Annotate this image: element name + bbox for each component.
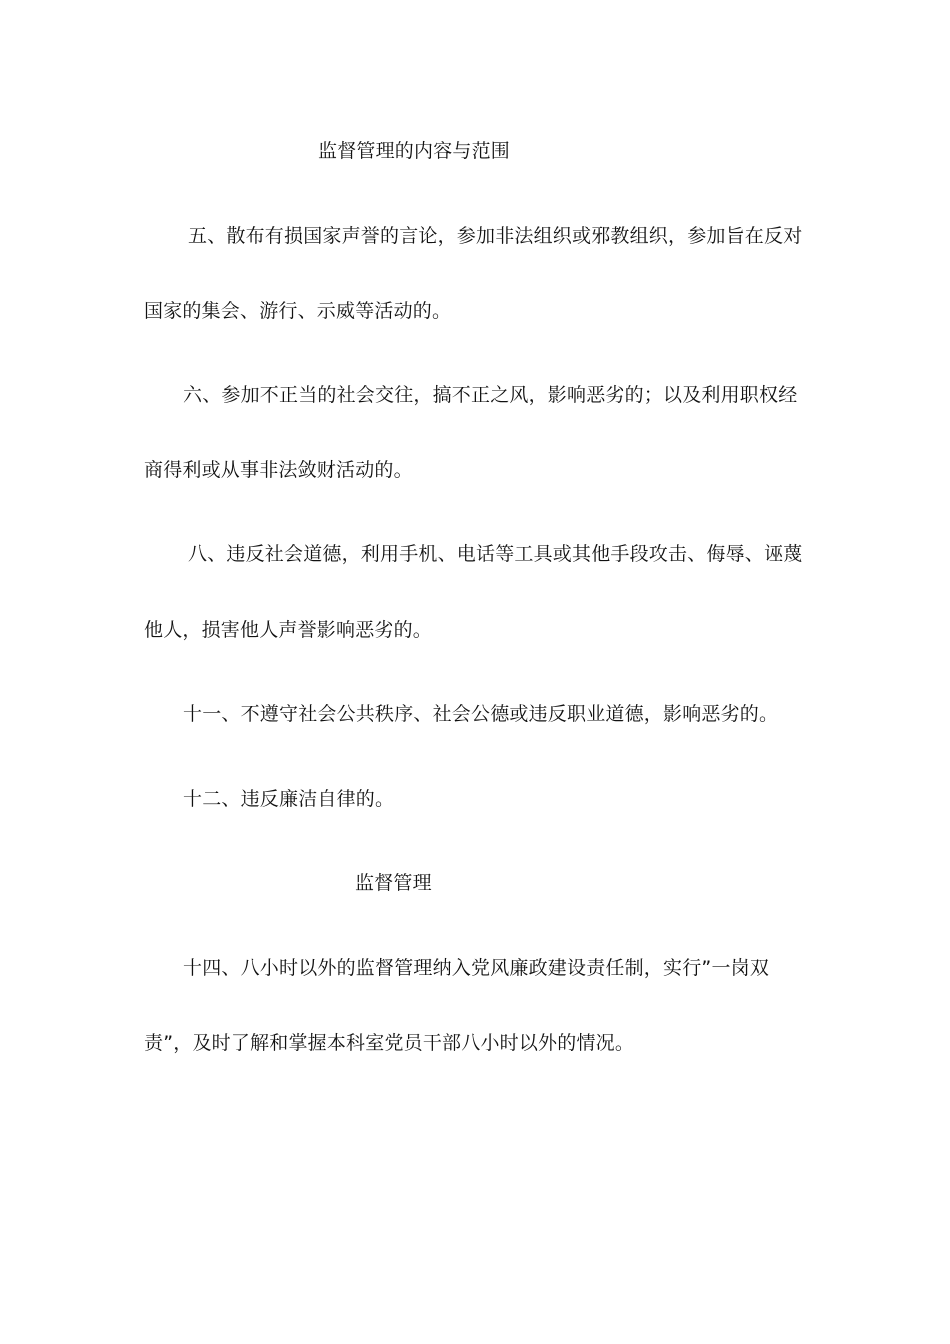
section-heading-supervision: 监督管理 [355, 872, 432, 894]
paragraph-item-14-line-1: 十四、八小时以外的监督管理纳入党风廉政建设责任制，实行”一岗双 [183, 957, 770, 979]
paragraph-item-11: 十一、不遵守社会公共秩序、社会公德或违反职业道德，影响恶劣的。 [183, 703, 779, 725]
section-heading-content-scope: 监督管理的内容与范围 [318, 140, 511, 162]
paragraph-item-5-line-1: 五、散布有损国家声誉的言论，参加非法组织或邪教组织，参加旨在反对 [188, 225, 803, 247]
paragraph-item-5-line-2: 国家的集会、游行、示威等活动的。 [144, 300, 452, 322]
paragraph-item-6-line-1: 六、参加不正当的社会交往，搞不正之风，影响恶劣的；以及利用职权经 [183, 384, 798, 406]
paragraph-item-6-line-2: 商得利或从事非法敛财活动的。 [144, 459, 413, 481]
paragraph-item-8-line-1: 八、违反社会道德，利用手机、电话等工具或其他手段攻击、侮辱、诬蔑 [188, 543, 803, 565]
paragraph-item-8-line-2: 他人，损害他人声誉影响恶劣的。 [144, 619, 433, 641]
paragraph-item-14-line-2: 责”，及时了解和掌握本科室党员干部八小时以外的情况。 [144, 1032, 635, 1054]
paragraph-item-12: 十二、违反廉洁自律的。 [183, 788, 395, 810]
